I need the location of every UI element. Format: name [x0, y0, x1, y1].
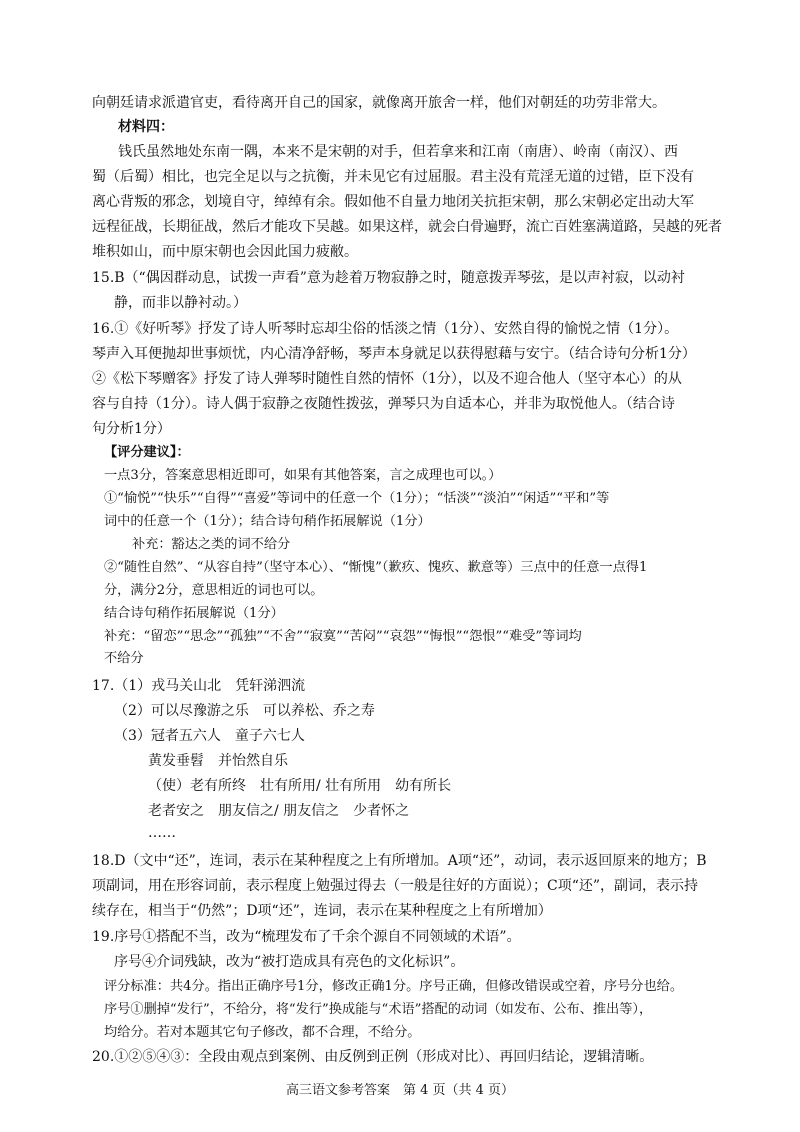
- scoring-supplement: 补充：豁达之类的词不给分: [132, 537, 291, 552]
- scoring-line: 词中的任意一个（1分）；结合诗句稍作拓展解说（1分）: [104, 514, 431, 529]
- answer-17-3-line: 老者安之 朋友信之/ 朋友信之 少者怀之: [148, 803, 410, 819]
- answer-17-1: 17.（1）戎马关山北 凭轩涕泗流: [92, 678, 306, 694]
- answer-19: 19.序号①搭配不当，改为“梳理发布了千余个源自不同领域的术语”。: [92, 929, 521, 945]
- answer-19-line: 序号④介词残缺，改为“被打造成具有亮色的文化标识”。: [114, 954, 465, 970]
- answer-17-3: （3）冠者五六人 童子六七人: [114, 728, 305, 744]
- scoring-line: 结合诗句稍作拓展解说（1分）: [104, 606, 284, 621]
- scoring-supplement: 补充：“留恋”“思念”“孤独”“不舍”“寂寞”“苦闷”“哀怨”“悔恨”“怨恨”“难受”等词均: [104, 629, 582, 644]
- answer-18-line: 项副词，用在形容词前，表示程度上勉强过得去（一般是往好的方面说）；C项“还”，副词，表示持: [92, 878, 699, 894]
- material-four-line: 离心背叛的邪念，划境自守，绰绰有余。假如他不自量力地闭关抗拒宋朝，那么宋朝必定出动大军: [92, 194, 694, 210]
- material-four-line: 蜀（后蜀）相比，也完全足以与之抗衡，并未见它有过屈服。君主没有荒淫无道的过错，臣下没有: [92, 169, 694, 185]
- answer-16: 16.①《好听琴》抒发了诗人听琴时忘却尘俗的恬淡之情（1分）、安然自得的愉悦之情（1分）。: [92, 321, 679, 337]
- answer-16-line: 容与自持（1分）。诗人偶于寂静之夜随性拨弦，弹琴只为自适本心，并非为取悦他人。（结合诗: [92, 396, 675, 412]
- scoring-line: 一点3分，答案意思相近即可，如果有其他答案，言之成理也可以。）: [104, 468, 502, 483]
- answer-16-line: 句分析1分）: [92, 421, 171, 437]
- scoring-suggestion-heading: 【评分建议】：: [104, 445, 190, 460]
- answer-15: 15.B（“偶因群动息，试拨一声看”意为趁着万物寂静之时，随意拨弄琴弦，是以声衬寂，以动衬: [92, 270, 685, 286]
- answer-18-line: 续存在，相当于“仍然”；D项“还”，连词，表示在某种程度之上有所增加）: [92, 903, 552, 919]
- answer-15-cont: 静，而非以静衬动。）: [114, 295, 247, 311]
- answer-20: 20.①②⑤④③：全段由观点到案例、由反例到正例（形成对比）、再回归结论，逻辑清晰。: [92, 1049, 654, 1065]
- answer-17-ellipsis: ……: [148, 825, 176, 841]
- answer-17-2: （2）可以尽豫游之乐 可以养松、乔之寿: [114, 703, 375, 719]
- answer-18: 18.D（文中“还”，连词，表示在某种程度之上有所增加。A项“还”，动词，表示返回原来的地方；B: [92, 853, 707, 869]
- answer-19-scoring: 均给分。若对本题其它句子修改，都不合理，不给分。: [104, 1025, 421, 1040]
- answer-17-3-line: 黄发垂髫 并怡然自乐: [148, 753, 288, 769]
- material-three-end-line: 向朝廷请求派遣官吏，看待离开自己的国家，就像离开旅舍一样，他们对朝廷的功劳非常大。: [92, 95, 666, 111]
- scoring-line: ②“随性自然”、“从容自持”（坚守本心）、“惭愧”（歉疚、愧疚、歉意等）三点中的任意一点得1: [104, 560, 648, 575]
- answer-17-3-line: （使）老有所终 壮有所用/ 壮有所用 幼有所长: [148, 778, 452, 794]
- scoring-line: 分，满分2分，意思相近的词也可以。: [104, 583, 324, 598]
- material-four-heading: 材料四：: [118, 119, 174, 135]
- page-footer: 高三语文参考答案 第 4 页（共 4 页）: [285, 1083, 515, 1098]
- material-four-line: 远程征战，长期征战，然后才能攻下吴越。如果这样，就会白骨遍野，流亡百姓塞满道路，吴越的死者: [92, 219, 722, 235]
- answer-19-scoring: 评分标准：共4分。指出正确序号1分，修改正确1分。序号正确，但修改错误或空着，序号分也给。: [104, 979, 684, 994]
- material-four-line: 堆积如山，而中原宋朝也会因此国力疲敝。: [92, 244, 358, 260]
- scoring-supplement: 不给分: [104, 651, 144, 666]
- answer-16-line: 琴声入耳便抛却世事烦忧，内心清净舒畅，琴声本身就足以获得慰藉与安宁。（结合诗句分析1分）: [92, 346, 696, 362]
- answer-19-scoring: 序号①删掉“发行”，不给分，将“发行”换成能与“术语”搭配的动词（如发布、公布、推出等），: [104, 1002, 653, 1017]
- scoring-line: ①“愉悦”“快乐”“自得”“喜爱”等词中的任意一个（1分）；“恬淡”“淡泊”“闲适”“平和”等: [104, 491, 610, 506]
- material-four-line: 钱氏虽然地处东南一隅，本来不是宋朝的对手，但若拿来和江南（南唐）、岭南（南汉）、西: [118, 144, 678, 160]
- answer-16-line: ②《松下琴赠客》抒发了诗人弹琴时随性自然的情怀（1分），以及不迎合他人（坚守本心）的从: [92, 371, 682, 387]
